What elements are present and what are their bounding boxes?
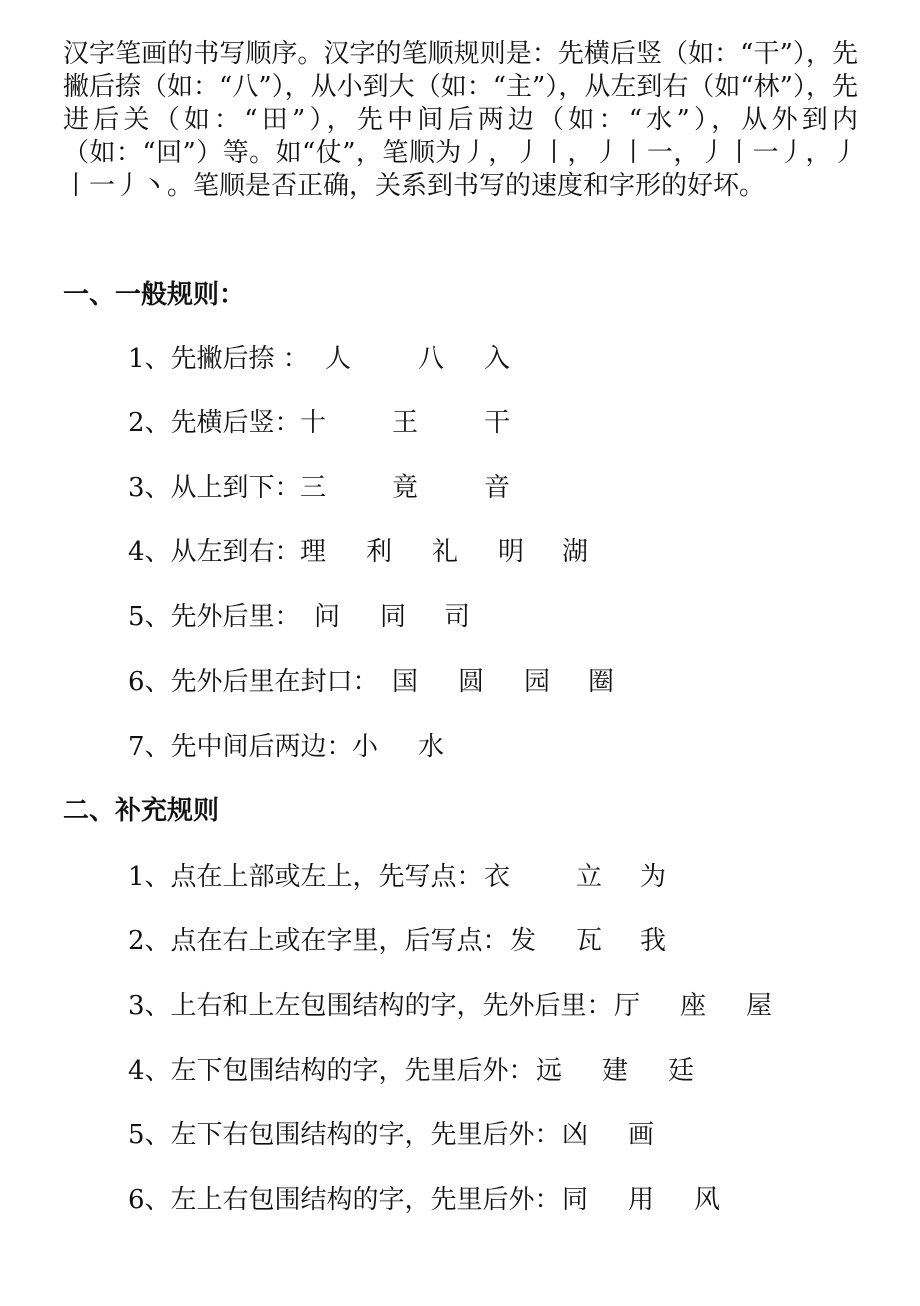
example-char: 廷 [668,1056,695,1086]
rule-label: 3、从上到下： [128,473,301,503]
rule-label: 1、先撇后捺 ： [128,344,309,374]
example-char: 发 [510,926,537,956]
example-char: 入 [484,344,511,374]
supplementary-rule-1 [128,860,667,894]
example-char: 国 [392,667,419,697]
example-char: 圆 [458,667,485,697]
section-heading-general-rules: 一、一般规则： [63,280,246,310]
example-char: 凶 [562,1120,589,1150]
rule-label: 2、点在右上或在字里，后写点： [128,926,509,956]
supplementary-rule-4 [128,1054,695,1088]
section-heading-supplementary-rules: 二、补充规则 [63,796,220,826]
rule-label: 5、左下右包围结构的字，先里后外： [128,1120,561,1150]
example-char: 远 [536,1056,563,1086]
general-rule-1 [128,342,511,376]
rule-label: 6、先外后里在封口： [128,667,379,697]
rule-label: 3、上右和上左包围结构的字，先外后里： [128,991,613,1021]
example-char: 问 [314,602,341,632]
example-char: 王 [392,408,419,438]
example-char: 理 [300,537,327,567]
example-char: 三 [300,473,327,503]
example-char: 同 [380,602,407,632]
example-char: 厅 [614,991,641,1021]
example-char: 风 [694,1185,721,1215]
example-char: 同 [562,1185,589,1215]
general-rule-2 [128,406,511,440]
example-char: 礼 [432,537,459,567]
supplementary-rule-6 [128,1183,721,1217]
general-rule-6 [128,665,615,699]
example-char: 八 [418,344,445,374]
rule-label: 4、左下包围结构的字，先里后外： [128,1056,535,1086]
example-char: 园 [524,667,551,697]
general-rule-7 [128,730,445,764]
rule-label: 2、先横后竖： [128,408,301,438]
example-char: 音 [484,473,511,503]
example-char: 瓦 [576,926,603,956]
example-char: 竟 [392,473,419,503]
supplementary-rule-2 [128,924,667,958]
example-char: 小 [352,732,379,762]
general-rule-3 [128,471,511,505]
general-rule-4 [128,535,589,569]
example-char: 为 [640,862,667,892]
rule-label: 7、先中间后两边： [128,732,353,762]
example-char: 画 [628,1120,655,1150]
example-char: 利 [366,537,393,567]
rule-label: 1、点在上部或左上，先写点： [128,862,483,892]
example-char: 司 [444,602,471,632]
supplementary-rule-3 [128,989,773,1023]
example-char: 用 [628,1185,655,1215]
general-rule-5 [128,600,471,634]
example-char: 屋 [746,991,773,1021]
rule-label: 6、左上右包围结构的字，先里后外： [128,1185,561,1215]
example-char: 明 [498,537,525,567]
example-char: 衣 [484,862,511,892]
example-char: 人 [325,344,352,374]
example-char: 十 [300,408,327,438]
example-char: 座 [680,991,707,1021]
rule-label: 4、从左到右： [128,537,301,567]
rule-label: 5、先外后里： [128,602,301,632]
example-char: 建 [602,1056,629,1086]
example-char: 湖 [562,537,589,567]
intro-paragraph: 汉字笔画的书写顺序。汉字的笔顺规则是：先横后竖（如：“干”），先撇后捺（如：“八”），从小到大（如：“主”），从左到右（如“林”），先进后关（如：“田”），先中间后两边（如：“水”），从外到内（如：“回”）等。如“仗”，笔顺为丿，丿丨，丿丨一，丿丨一丿，丿丨一丿丶。笔顺是否正确，关系到书写的速度和字形的好坏。 [63,39,858,201]
example-char: 我 [640,926,667,956]
supplementary-rule-5 [128,1118,655,1152]
example-char: 水 [418,732,445,762]
example-char: 立 [576,862,603,892]
example-char: 干 [484,408,511,438]
example-char: 圈 [588,667,615,697]
